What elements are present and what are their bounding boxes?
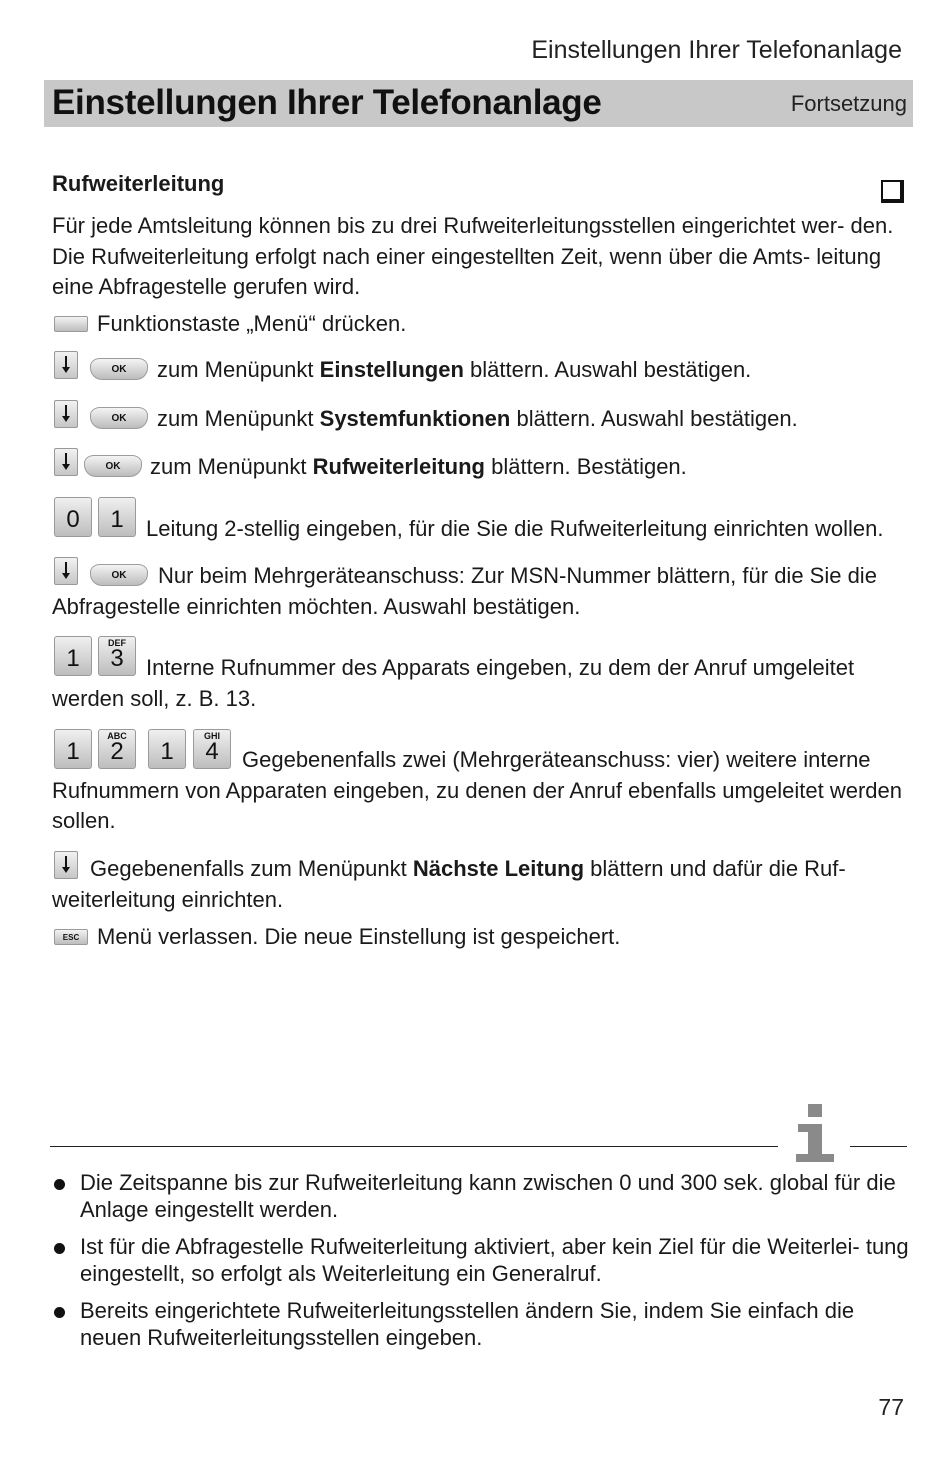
step-text: blättern. Bestätigen. [484, 454, 687, 479]
bullet-icon [54, 1243, 65, 1254]
page-title: Einstellungen Ihrer Telefonanlage [52, 83, 602, 122]
key-letters: GHI [203, 731, 220, 741]
ok-key-label: OK [111, 570, 127, 581]
step-leitung-eingeben: Leitung 2-stellig eingeben, für die Sie die Rufweiterleitung einrichten wollen. [146, 516, 884, 541]
step-systemfunktionen [157, 404, 907, 435]
step-rufweiterleitung [150, 452, 900, 483]
ok-key-label: OK [105, 461, 121, 472]
step-naechste-leitung [52, 854, 912, 915]
title-bar [44, 80, 913, 127]
key-digit: 1 [160, 738, 174, 765]
step-text: zum Menüpunkt [150, 454, 313, 479]
step-text: zum Menüpunkt [157, 357, 320, 382]
info-item-text: Die Zeitspanne bis zur Rufweiterleitung kann zwischen 0 und 300 sek. global für die Anlage eingestellt werden. [80, 1170, 896, 1222]
continuation-label: Fortsetzung [790, 91, 907, 116]
key-digit: 1 [66, 645, 80, 672]
digit-key-0-icon [54, 497, 92, 537]
ok-key-label: OK [111, 413, 127, 424]
digit-key-1-icon [98, 497, 136, 537]
info-icon [796, 1100, 836, 1166]
key-digit: 3 [110, 645, 124, 672]
key-digit: 4 [205, 738, 219, 765]
key-digit: 1 [110, 506, 124, 533]
ok-key-icon [84, 455, 142, 477]
step-text: blättern und dafür die Ruf- weiterleitung einrichten. [52, 856, 846, 912]
arrow-down-key-icon [54, 351, 78, 379]
arrow-down-key-icon [54, 400, 78, 428]
section-title: Rufweiterleitung [52, 171, 225, 196]
arrow-down-key-icon [54, 448, 78, 476]
key-digit: 0 [66, 506, 80, 533]
key-digit: 1 [66, 738, 80, 765]
step-menu-verlassen: Menü verlassen. Die neue Einstellung ist gespeichert. [97, 924, 621, 949]
info-divider-left [50, 1146, 778, 1147]
info-divider-right [850, 1146, 907, 1147]
menu-item-einstellungen: Einstellungen [319, 357, 464, 382]
menu-item-rufweiterleitung: Rufweiterleitung [312, 454, 485, 479]
esc-key-label: ESC [62, 933, 80, 942]
menu-key-icon [54, 316, 88, 332]
page-number: 77 [878, 1394, 904, 1420]
ok-key-icon [90, 358, 148, 380]
bullet-icon [54, 1307, 65, 1318]
bullet-icon [54, 1179, 65, 1190]
esc-key-icon [54, 929, 88, 945]
step-text: blättern. Auswahl bestätigen. [463, 357, 752, 382]
checkbox-icon [881, 180, 904, 203]
ok-key-label: OK [111, 364, 127, 375]
menu-item-naechste-leitung: Nächste Leitung [412, 856, 585, 881]
step-text: blättern. Auswahl bestätigen. [510, 406, 798, 431]
step-weitere-rufnummern: Gegebenenfalls zwei (Mehrgeräteanschuss: vier) weitere interne Rufnummern von Apparaten eingeben, zu denen der Anruf ebenfalls umgeleitet werden sollen. [52, 747, 903, 833]
key-letters: ABC [107, 731, 127, 741]
step-text: Gegebenenfalls zum Menüpunkt [90, 856, 413, 881]
step-interne-rufnummer: Interne Rufnummer des Apparats eingeben, zu dem der Anruf umgeleitet werden soll, z. B. 13. [52, 655, 855, 711]
key-digit: 2 [110, 738, 124, 765]
step-text: zum Menüpunkt [157, 406, 320, 431]
info-item-text: Bereits eingerichtete Rufweiterleitungsstellen ändern Sie, indem Sie einfach die neuen Rufweiterleitungsstellen eingeben. [80, 1298, 855, 1350]
key-letters: DEF [108, 638, 126, 648]
step-msn-nummer: Nur beim Mehrgeräteanschuss: Zur MSN-Nummer blättern, für die Sie die Abfragestelle einrichten möchten. Auswahl bestätigen. [52, 563, 877, 619]
step-einstellungen [157, 355, 907, 386]
step-menu-key: Funktionstaste „Menü“ drücken. [97, 311, 407, 336]
info-item-text: Ist für die Abfragestelle Rufweiterleitung aktiviert, aber kein Ziel für die Weiterlei- tung eingestellt, so erfolgt als Weiterleitung ein Generalruf. [80, 1234, 909, 1286]
menu-item-systemfunktionen: Systemfunktionen [319, 406, 511, 431]
running-header: Einstellungen Ihrer Telefonanlage [531, 36, 902, 64]
ok-key-icon [90, 407, 148, 429]
intro-paragraph: Für jede Amtsleitung können bis zu drei Rufweiterleitungsstellen eingerichtet wer- den. Die Rufweiterleitung erfolgt nach einer eingestellten Zeit, wenn über die Amts- leitung eine Abfragestelle gerufen wird. [52, 213, 894, 299]
